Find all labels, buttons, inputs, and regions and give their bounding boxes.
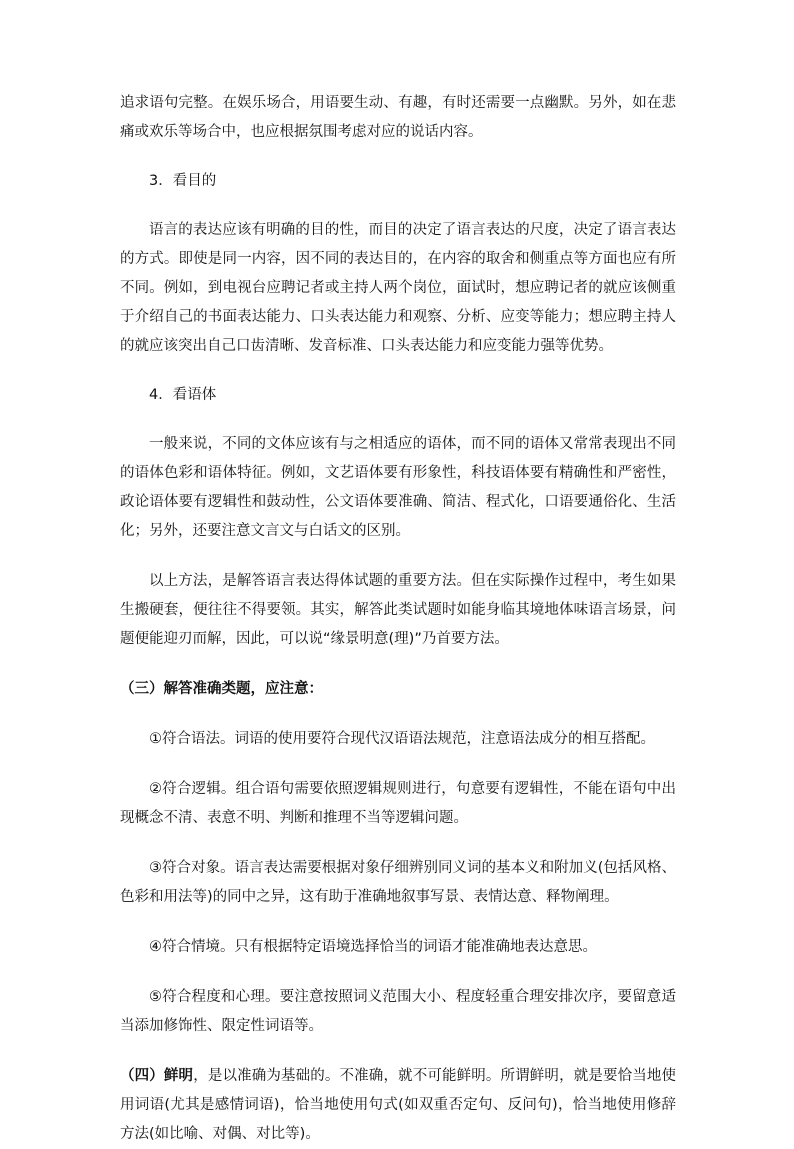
section-heading-three xyxy=(120,675,676,704)
paragraph-section-four xyxy=(120,1062,676,1149)
list-item-grammar: ①符合语法。词语的使用要符合现代汉语语法规范，注意语法成分的相互搭配。 xyxy=(149,731,655,747)
document-body xyxy=(120,89,676,1149)
section-heading-three-text: （三）解答准确类题，应注意： xyxy=(120,681,323,697)
paragraph-purpose: 语言的表达应该有明确的目的性，而目的决定了语言表达的尺度，决定了语言表达的方式。即使是同一内容，因不同的表达目的，在内容的取舍和侧重点等方面也应有所不同。例如，到电视台应聘记者或主持人两个岗位，面试时，想应聘记者的就应该侧重于介绍自己的书面表达能力、口头表达能力和观察、分析、应变等能力；想应聘主持人的就应该突出自己口齿清晰、发音标准、口头表达能力和应变能力强等优势。 xyxy=(120,222,676,354)
list-item-object: ③符合对象。语言表达需要根据对象仔细辨别同义词的基本义和附加义(包括风格、色彩和用法等)的同中之异，这有助于准确地叙事写景、表情达意、释物阐理。 xyxy=(120,860,676,905)
paragraph-summary: 以上方法，是解答语言表达得体试题的重要方法。但在实际操作过程中，考生如果生搬硬套，便往往不得要领。其实，解答此类试题时如能身临其境地体味语言场景，问题便能迎刃而解，因此，可以说“缘景明意(理)”乃首要方法。 xyxy=(120,573,676,647)
list-item-degree: ⑤符合程度和心理。要注意按照词义范围大小、程度轻重合理安排次序，要留意适当添加修饰性、限定性词语等。 xyxy=(120,989,676,1034)
section-four-label: （四）鲜明 xyxy=(120,1068,194,1084)
list-item-logic: ②符合逻辑。组合语句需要依照逻辑规则进行，句意要有逻辑性，不能在语句中出现概念不清、表意不明、判断和推理不当等逻辑问题。 xyxy=(120,781,676,826)
paragraph-register: 一般来说，不同的文体应该有与之相适应的语体，而不同的语体又常常表现出不同的语体色彩和语体特征。例如，文艺语体要有形象性，科技语体要有精确性和严密性，政论语体要有逻辑性和鼓动性，公文语体要准确、简洁、程式化，口语要通俗化、生活化；另外，还要注意文言文与白话文的区别。 xyxy=(120,436,676,539)
list-item-context: ④符合情境。只有根据特定语境选择恰当的词语才能准确地表达意思。 xyxy=(149,939,597,955)
paragraph-intro: 追求语句完整。在娱乐场合，用语要生动、有趣，有时还需要一点幽默。另外，如在悲痛或欢乐等场合中，也应根据氛围考虑对应的说话内容。 xyxy=(120,95,676,140)
heading-register: 4．看语体 xyxy=(149,387,217,403)
heading-purpose: 3．看目的 xyxy=(149,173,217,189)
section-four-text: ，是以准确为基础的。不准确，就不可能鲜明。所谓鲜明，就是要恰当地使用词语(尤其是感情词语)，恰当地使用句式(如双重否定句、反问句)，恰当地使用修辞方法(如比喻、对偶、对比等)。 xyxy=(120,1068,677,1142)
